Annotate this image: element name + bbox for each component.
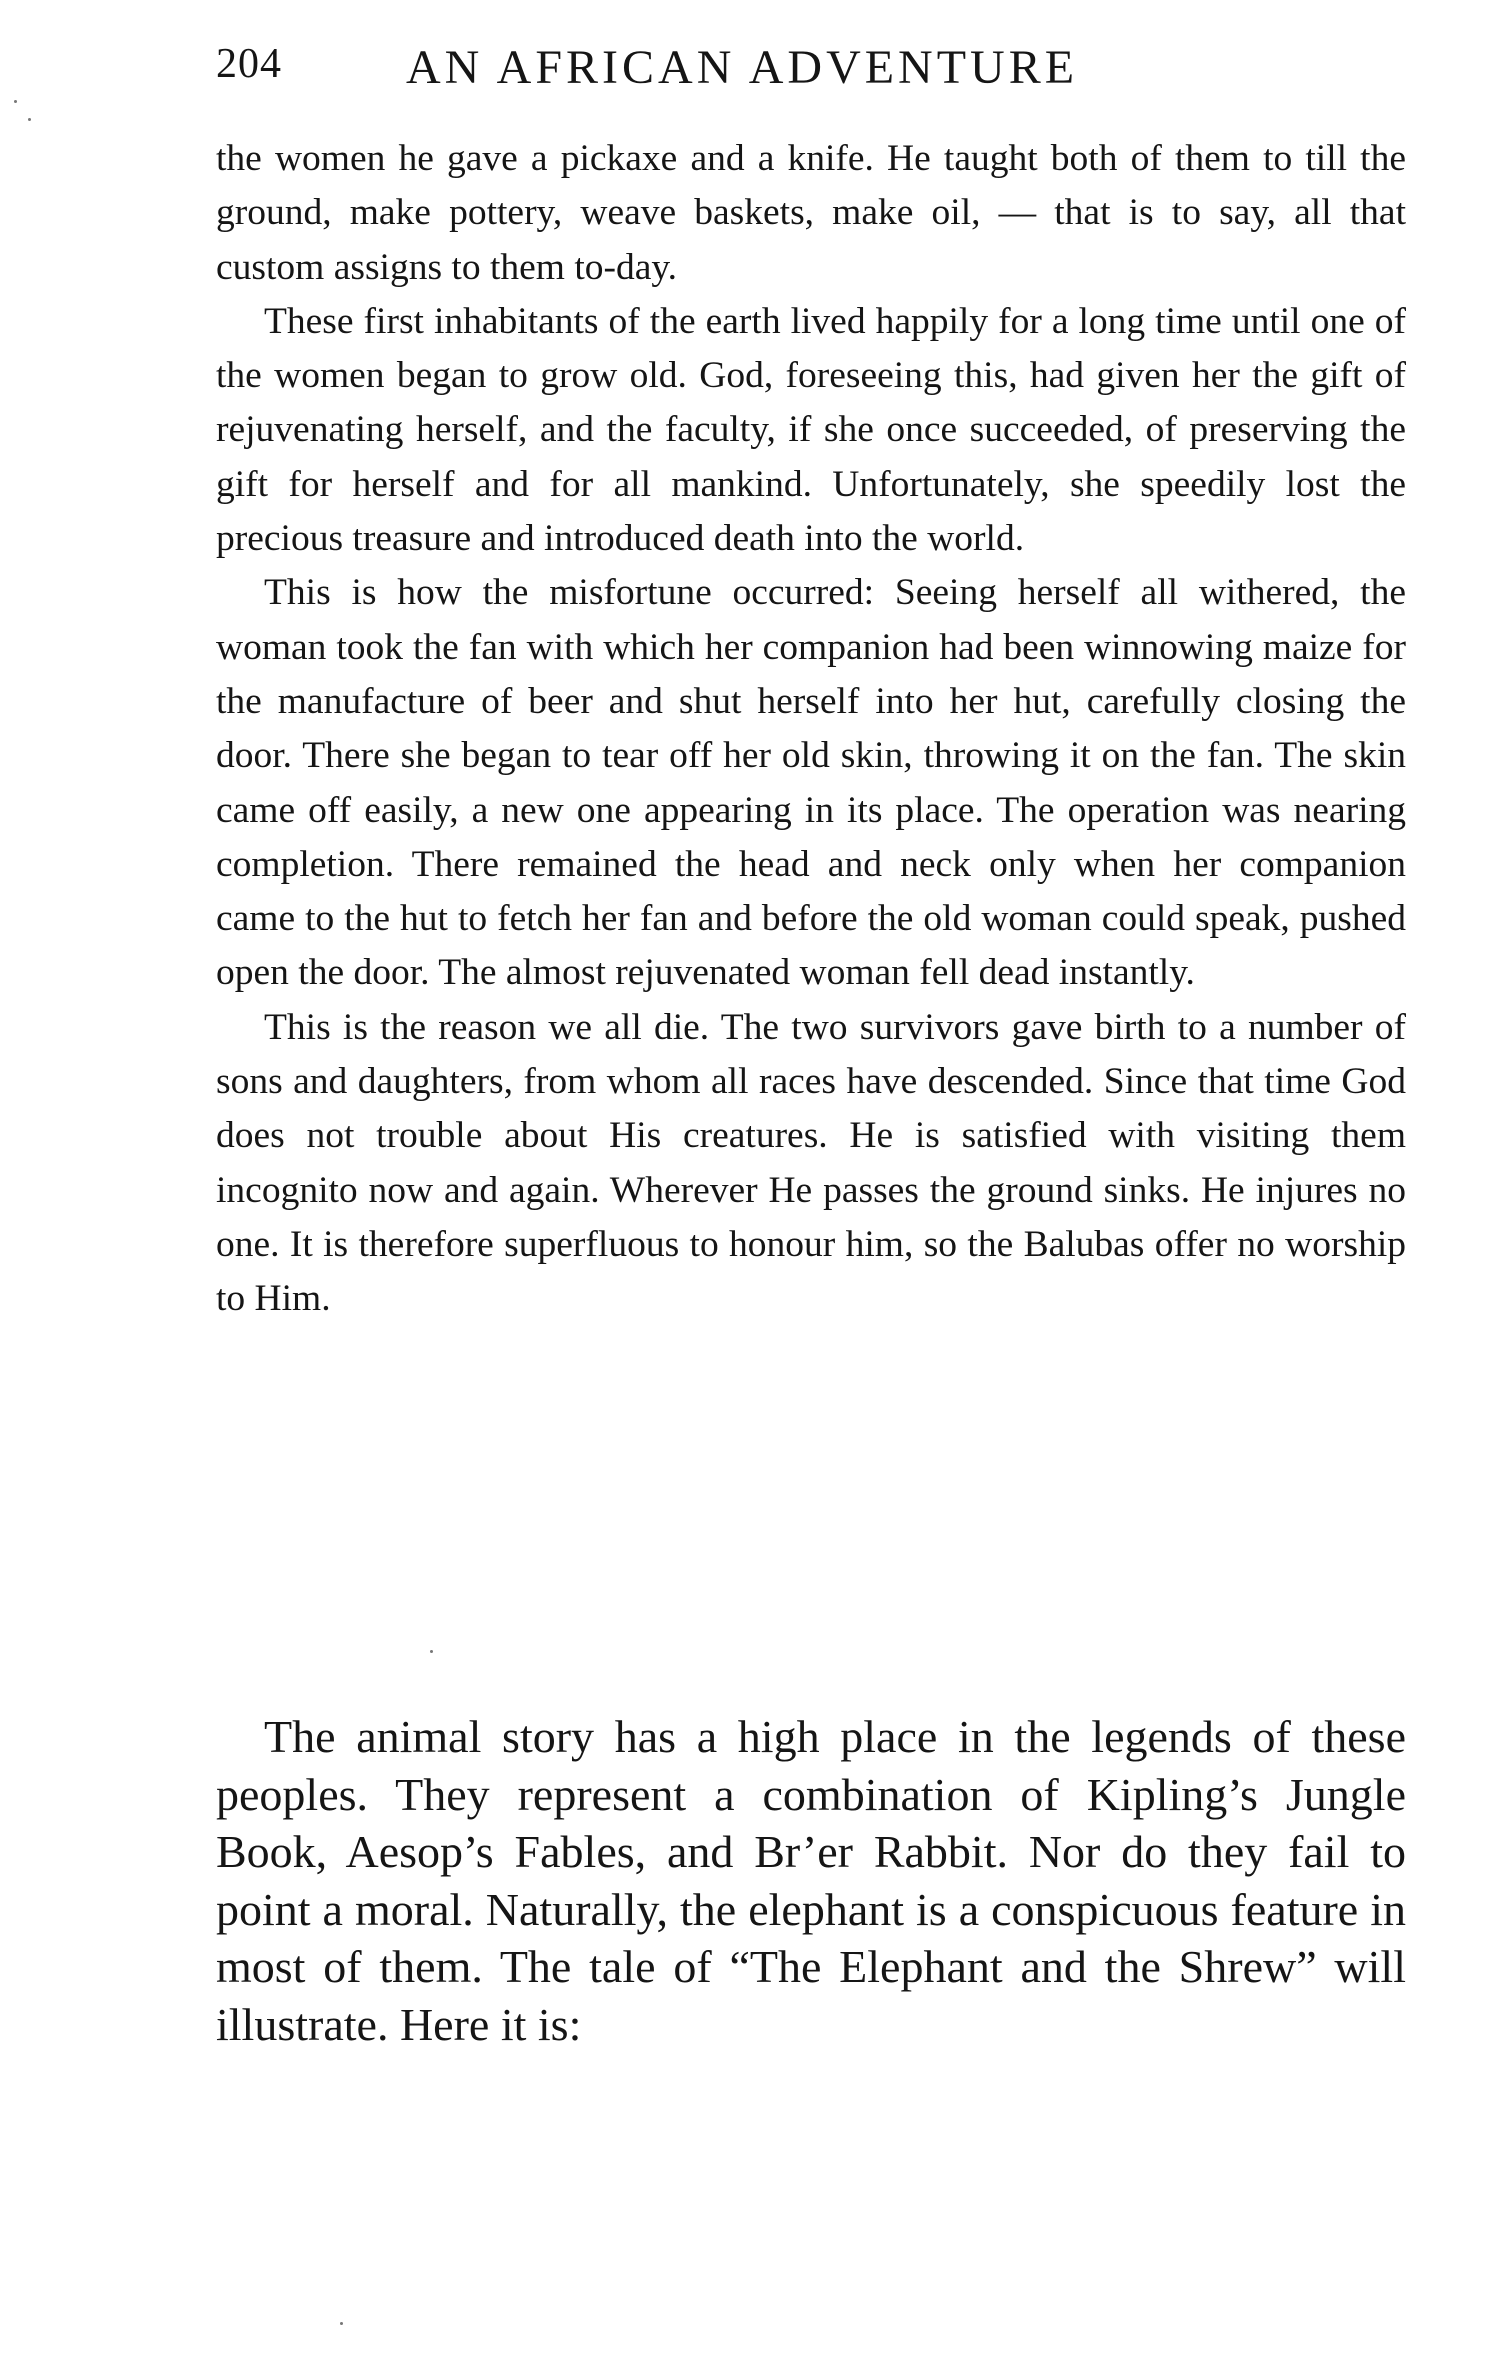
scan-speck (14, 100, 17, 103)
scan-speck (28, 118, 31, 121)
paragraph-first-inhabitants: These first inhabitants of the earth lived happily for a long time until one of the women began to grow old. God, foreseeing this, had given her the gift of rejuvenating herself, and the faculty, if she once succeeded, of preserving the gift for herself and for all mankind. Unfortunately, she speedily lost the precious treasure and introduced death into the world. (216, 300, 1406, 560)
paragraph-continued: the women he gave a pickaxe and a knife. He taught both of them to till the ground, make pottery, weave baskets, make oil, — that is to say, all that custom assigns to them to-day. (216, 138, 1406, 288)
book-title: AN AFRICAN ADVENTURE (406, 41, 1079, 94)
scan-speck (430, 1650, 433, 1653)
paragraph-reason-we-die: This is the reason we all die. The two survivors gave birth to a number of sons and daughters, from whom all races have descended. Since that time God does not trouble about His creatures. He is satisfied with visiting them incognito now and again. Wherever He passes the ground sinks. He injures no one. It is therefore superfluous to honour him, so the Balubas offer no worship to Him. (216, 1006, 1406, 1320)
animal-story-intro (216, 1708, 1406, 2053)
body-text (216, 132, 1406, 1327)
paragraph-misfortune: This is how the misfortune occurred: Seeing herself all withered, the woman took the fan with which her companion had been winnowing maize for the manufacture of beer and shut herself into her hut, carefully closing the door. There she began to tear off her old skin, throwing it on the fan. The skin came off easily, a new one appearing in its place. The operation was nearing completion. There remained the head and neck only when her companion came to the hut to fetch her fan and before the old woman could speak, pushed open the door. The almost rejuvenated woman fell dead instantly. (216, 572, 1406, 994)
page-number: 204 (216, 41, 282, 87)
paragraph-animal-story: The animal story has a high place in the legends of these peoples. They represent a combination of Kipling’s Jungle Book, Aesop’s Fables, and Br’er Rabbit. Nor do they fail to point a moral. Naturally, the elephant is a conspicuous feature in most of them. The tale of “The Elephant and the Shrew” will illustrate. Here it is: (216, 1711, 1406, 2050)
running-head (216, 40, 1226, 100)
scan-speck (340, 2322, 343, 2325)
